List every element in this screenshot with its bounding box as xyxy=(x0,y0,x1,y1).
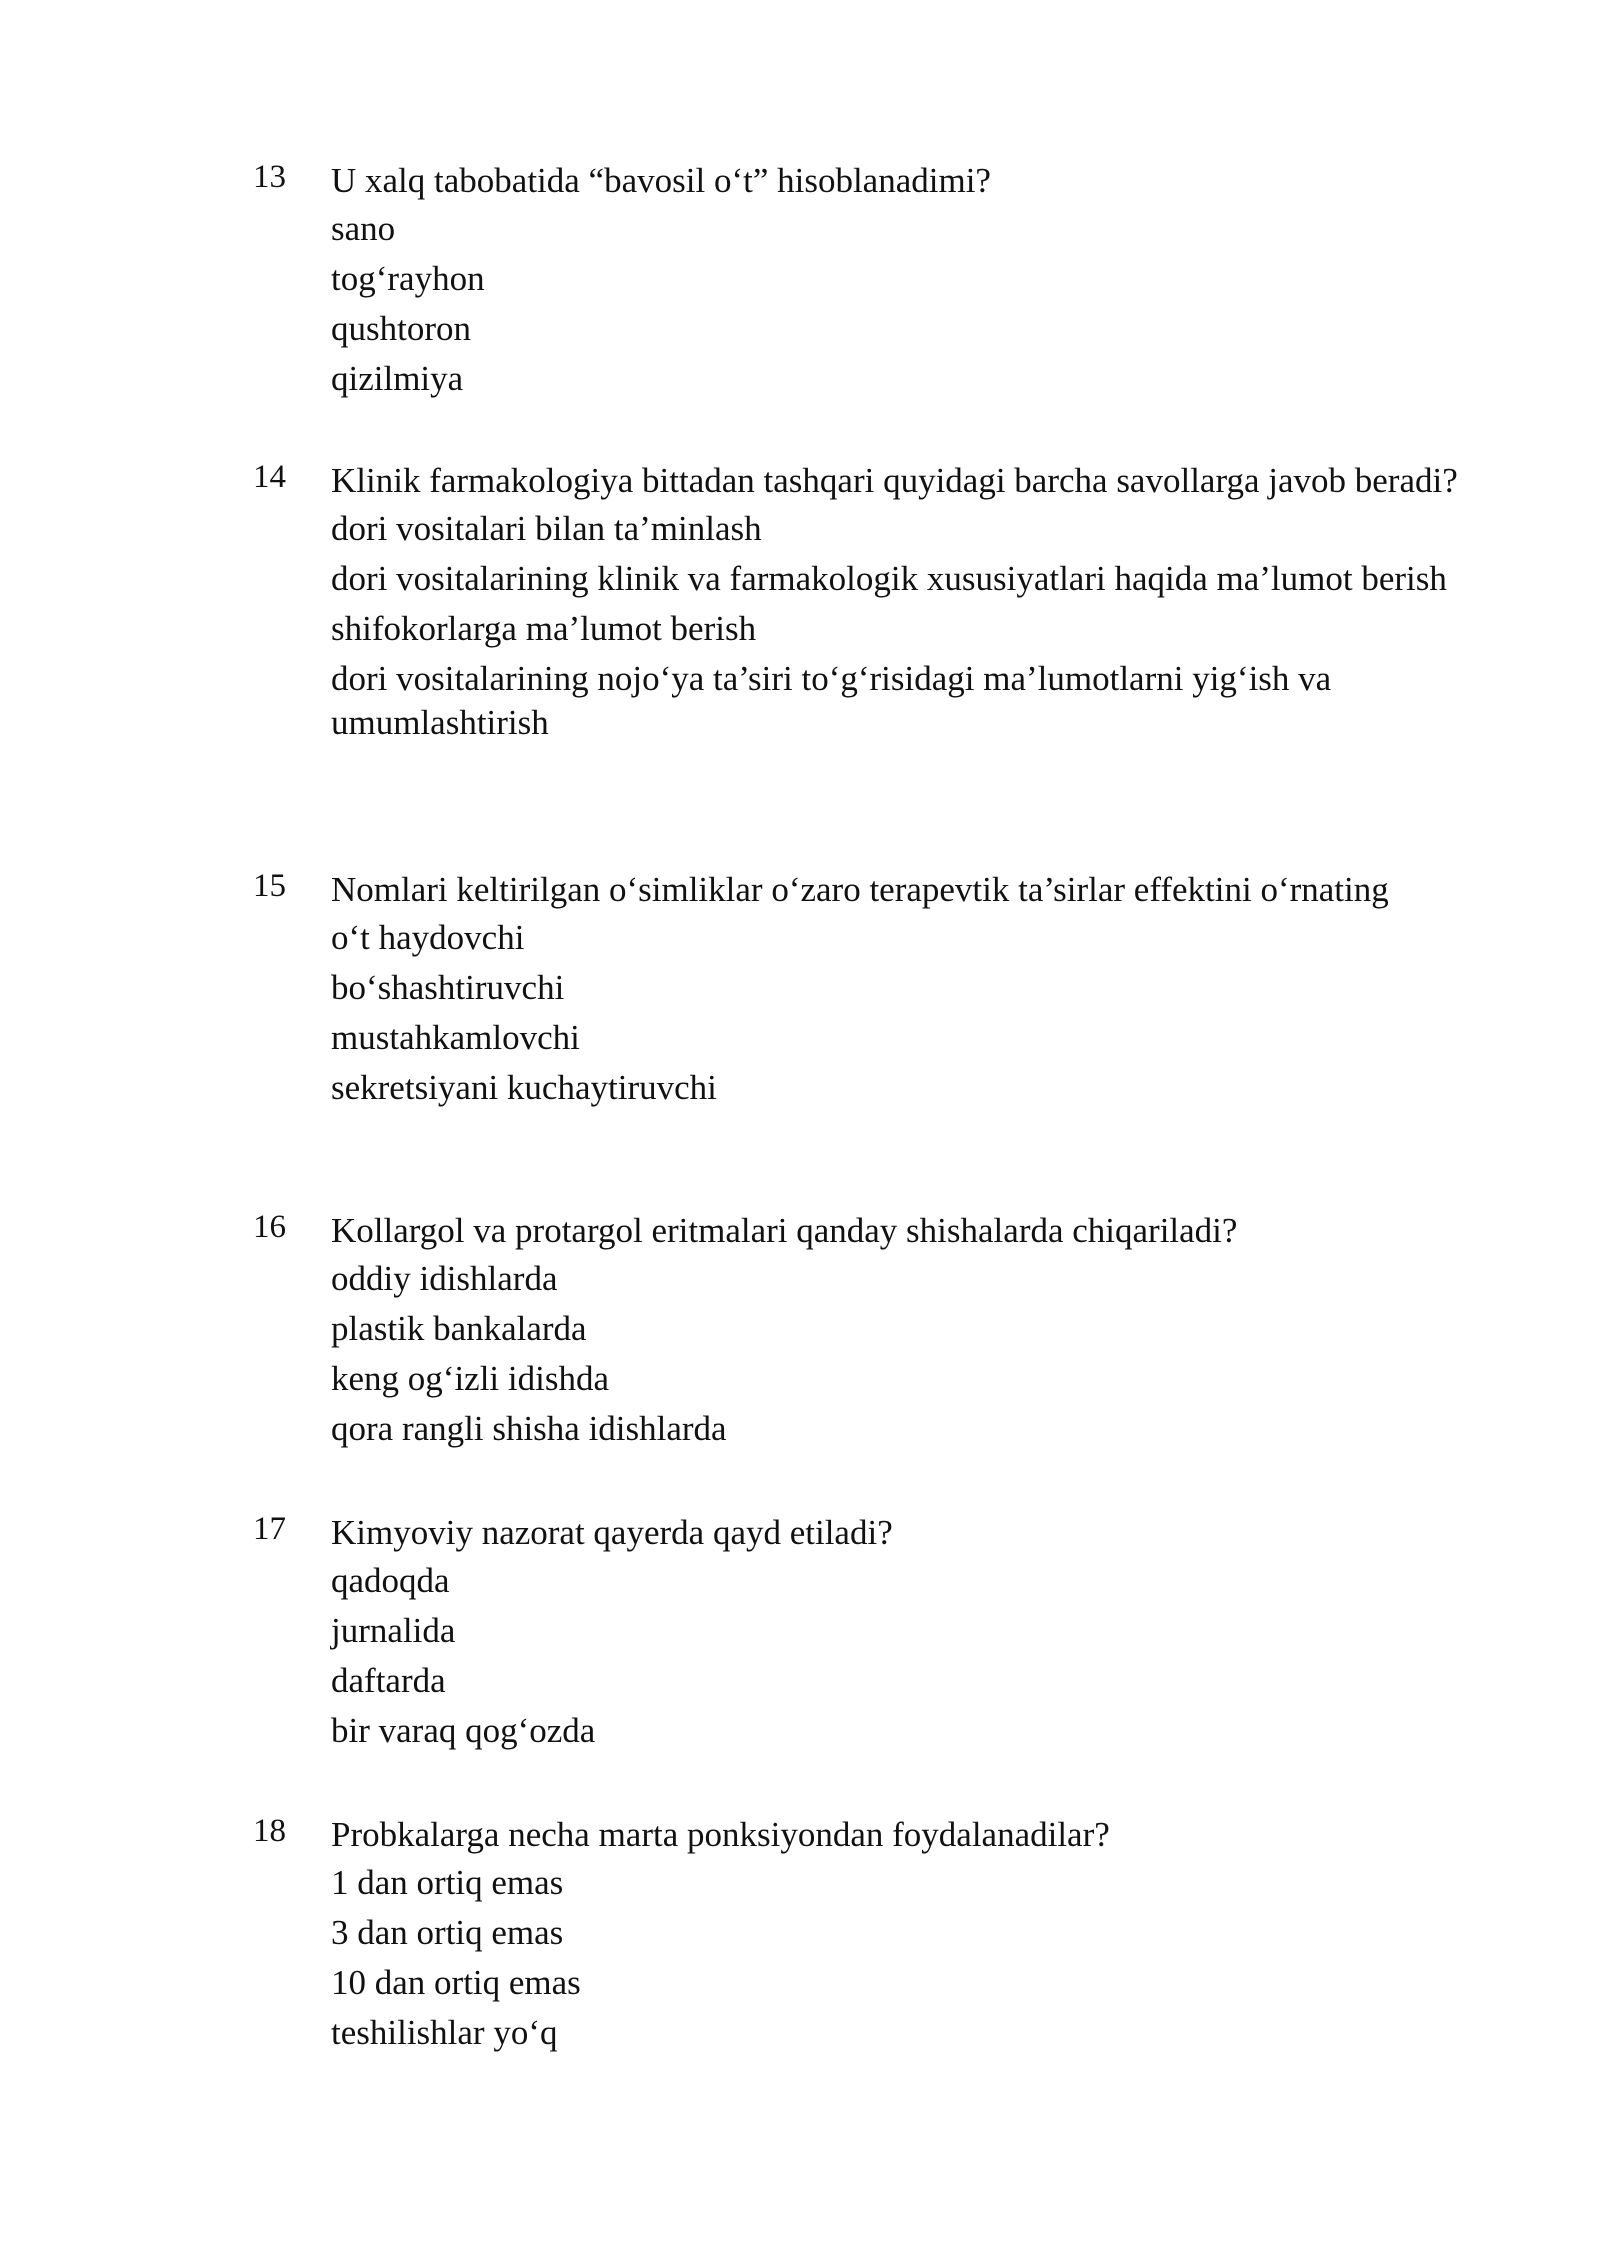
question-text: Kimyoviy nazorat qayerda qayd etiladi? xyxy=(331,1513,893,1552)
question-text: Probkalarga necha marta ponksiyondan foydalanadilar? xyxy=(331,1815,1110,1854)
answer-option: daftarda xyxy=(331,1661,446,1700)
answer-option: qadoqda xyxy=(331,1561,450,1600)
question-body xyxy=(331,157,1461,407)
question-number: 14 xyxy=(253,459,286,495)
question-number: 18 xyxy=(253,1813,286,1849)
answer-option: 3 dan ortiq emas xyxy=(331,1913,564,1952)
question-number: 16 xyxy=(253,1209,286,1245)
question-text: Kollargol va protargol eritmalari qanday shishalarda chiqariladi? xyxy=(331,1211,1238,1250)
question-body xyxy=(331,457,1461,751)
question-number: 15 xyxy=(253,868,286,904)
answer-option: dori vositalari bilan ta’minlash xyxy=(331,509,762,548)
question-text: U xalq tabobatida “bavosil o‘t” hisoblanadimi? xyxy=(331,161,991,200)
answer-option: qizilmiya xyxy=(331,359,464,398)
answer-option: o‘t haydovchi xyxy=(331,918,525,957)
answer-option: 1 dan ortiq emas xyxy=(331,1863,564,1902)
answer-list xyxy=(331,1257,1461,1451)
question-number: 13 xyxy=(253,159,286,195)
answer-option: keng og‘izli idishda xyxy=(331,1359,610,1398)
answer-option: shifokorlarga ma’lumot berish xyxy=(331,609,757,648)
question-body xyxy=(331,1207,1461,1457)
answer-option: mustahkamlovchi xyxy=(331,1018,580,1057)
question-body xyxy=(331,866,1461,1116)
question-body xyxy=(331,1811,1461,2061)
answer-list xyxy=(331,207,1461,401)
answer-option: plastik bankalarda xyxy=(331,1309,587,1348)
answer-option: bo‘shashtiruvchi xyxy=(331,968,565,1007)
answer-option: bir varaq qog‘ozda xyxy=(331,1711,596,1750)
answer-option: sekretsiyani kuchaytiruvchi xyxy=(331,1068,717,1107)
answer-option: tog‘rayhon xyxy=(331,259,485,298)
question-text: Nomlari keltirilgan o‘simliklar o‘zaro terapevtik ta’sirlar effektini o‘rnating xyxy=(331,870,1389,909)
answer-option: sano xyxy=(331,209,396,248)
answer-option: dori vositalarining klinik va farmakologik xususiyatlari haqida ma’lumot berish xyxy=(331,559,1447,598)
question-text: Klinik farmakologiya bittadan tashqari quyidagi barcha savollarga javob beradi? xyxy=(331,461,1458,500)
answer-list xyxy=(331,507,1461,745)
answer-option: 10 dan ortiq emas xyxy=(331,1963,581,2002)
answer-option: oddiy idishlarda xyxy=(331,1259,558,1298)
answer-option: qora rangli shisha idishlarda xyxy=(331,1409,727,1448)
answer-option: qushtoron xyxy=(331,309,471,348)
answer-list xyxy=(331,1861,1461,2055)
answer-option: dori vositalarining nojo‘ya ta’siri to‘g‘risidagi ma’lumotlarni yig‘ish va umumlashtirish xyxy=(331,659,1332,742)
answer-list xyxy=(331,1559,1461,1753)
question-body xyxy=(331,1509,1461,1759)
answer-option: teshilishlar yo‘q xyxy=(331,2013,558,2052)
answer-list xyxy=(331,916,1461,1110)
question-number: 17 xyxy=(253,1511,286,1547)
answer-option: jurnalida xyxy=(331,1611,456,1650)
